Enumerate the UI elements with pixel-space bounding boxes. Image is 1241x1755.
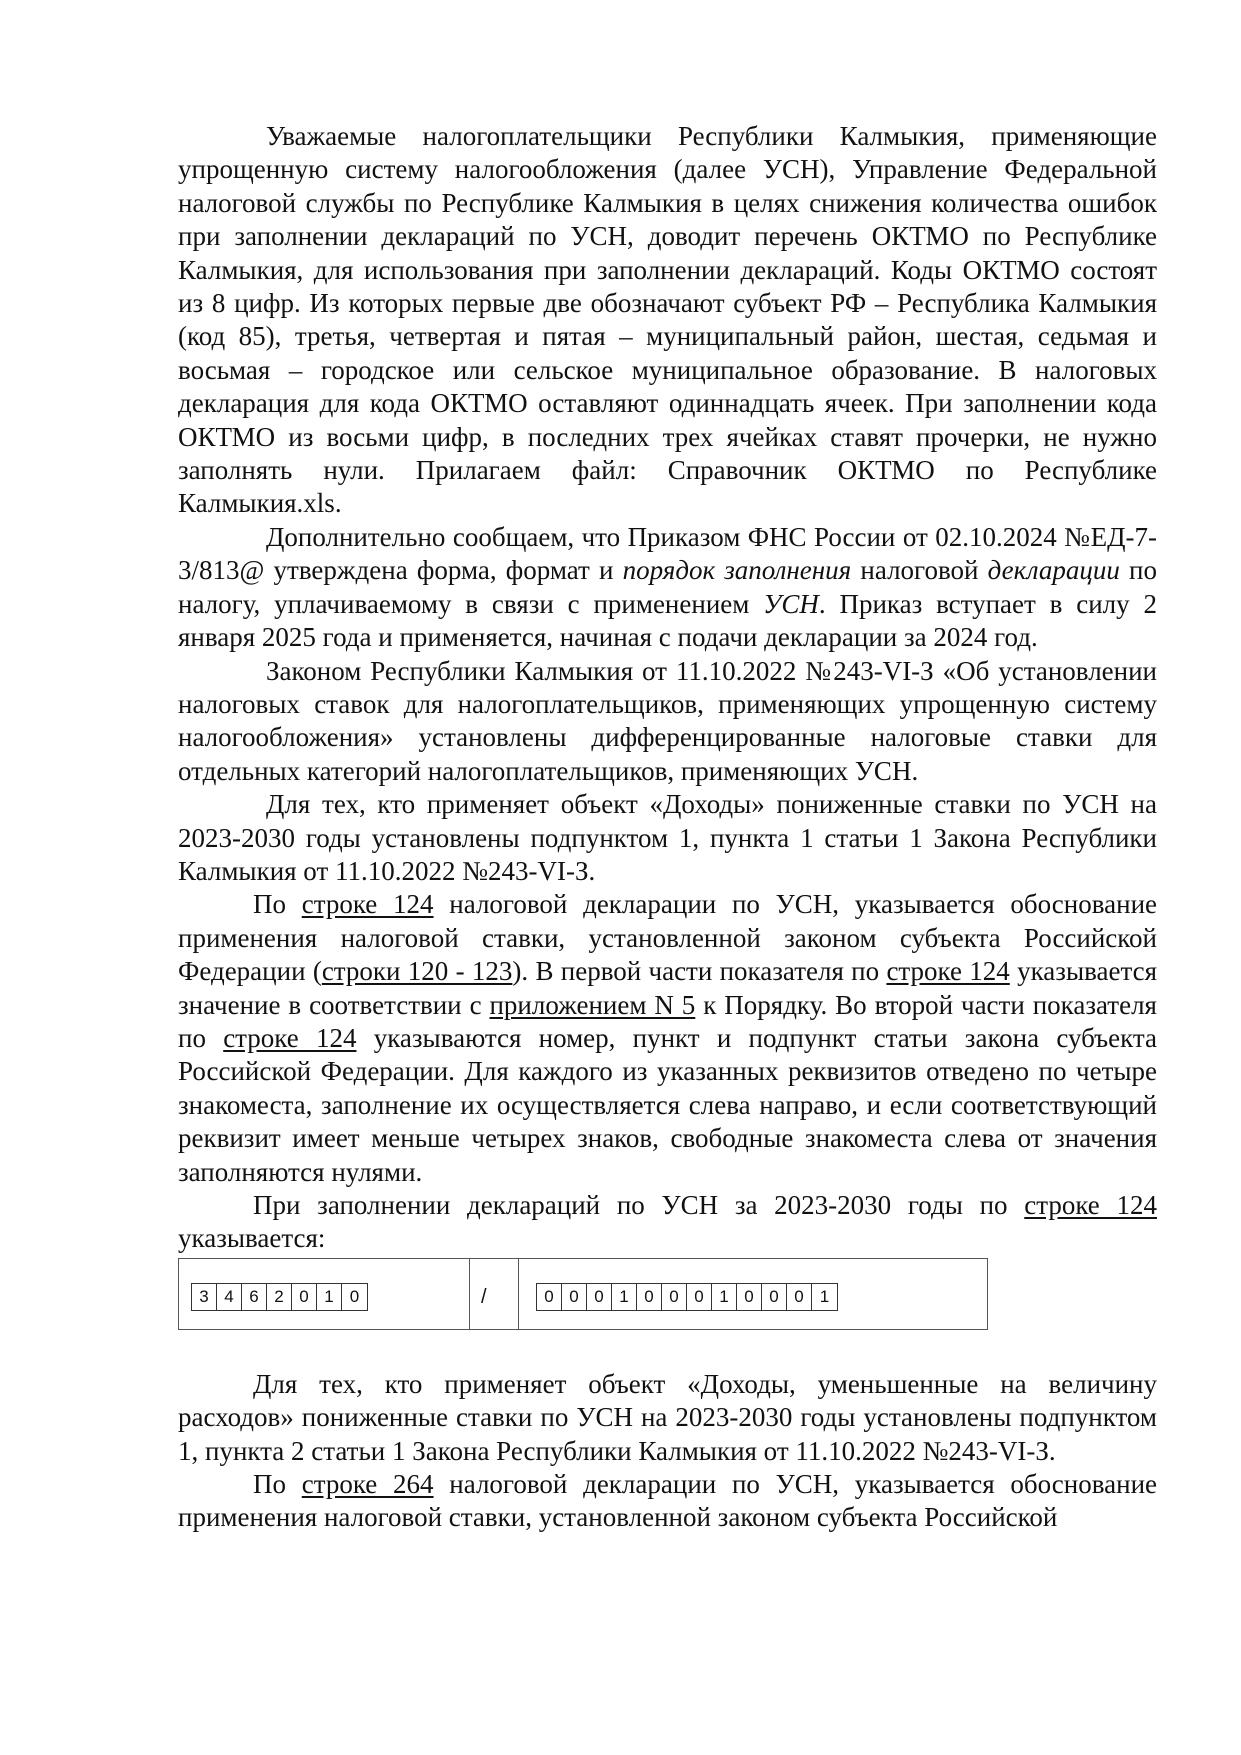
spacer [178,1330,1157,1368]
text: указывается значение в соответствии с [178,956,1157,1020]
code-cell: 0 [662,1284,687,1310]
code-cell: 0 [637,1284,662,1310]
text: При заполнении деклараций по УСН за 2023-2030 годы по [253,1190,1025,1220]
code-part-2 [536,1283,838,1311]
code-cell: 0 [687,1284,712,1310]
code-cell: 1 [712,1284,737,1310]
code-cell: 1 [317,1284,342,1310]
link-lines-120-123[interactable]: строки 120 - 123 [321,956,513,987]
paragraph-income-expenses: Для тех, кто применяет объект «Доходы, уменьшенные на величину расходов» пониженные ставки по УСН на 2023-2030 годы установлены подпунктом 1, пункта 2 статьи 1 Закона Республики Калмыкия от 11.10.2022 №243-VI-З. [178,1368,1157,1466]
italic-text: декларации [987,555,1120,586]
text: указываются номер, пункт и подпункт статьи закона субъекта Российской Федерации. Для каждого из указанных реквизитов отведено по четыре знакоместа, заполнение их осуществляется слева направо, и если соответствующий реквизит имеет меньше четырех знаков, свободные знакоместа слева от значения заполняются нулями. [178,1022,1158,1187]
paragraph-income: Для тех, кто применяет объект «Доходы» пониженные ставки по УСН на 2023-2030 годы установлены подпунктом 1, пункта 1 статьи 1 Закона Республики Калмыкия от 11.10.2022 №243-VI-З. [178,789,1157,886]
code-cell: 6 [242,1284,267,1310]
paragraph-filling [178,1189,1157,1256]
code-cell: 1 [819,1286,830,1306]
paragraph-oktmo: Уважаемые налогоплательщики Республики Калмыкия, применяющие упрощенную систему налогообложения (далее УСН), Управление Федеральной налоговой службы по Республике Калмыкия в целях снижения количества ошибок при заполнении деклараций по УСН, доводит перечень ОКТМО по Республике Калмыкия, для использования при заполнении деклараций. Коды ОКТМО состоят из 8 цифр. Из которых первые две обозначают субъект РФ – Республика Калмыкия (код 85), третья, четвертая и пятая – муниципальный район, шестая, седьмая и восьмая – городское или сельское муниципальное образование. В налоговых декларация для кода ОКТМО оставляют одиннадцать ячеек. При заполнении кода ОКТМО из восьми цифр, в последних трех ячейках ставят прочерки, не нужно заполнять нули. Прилагаем файл: Справочник ОКТМО по Республике Калмыкия.xls. [178,121,1157,519]
code-cell: 0 [737,1284,762,1310]
code-cell: 0 [292,1284,317,1310]
text: налоговой [851,555,988,586]
divider [518,1259,519,1329]
code-cell: 0 [587,1284,612,1310]
document-page [178,120,1157,1535]
code-table [178,1258,988,1330]
text: Дополнительно сообщаем, что Приказом ФНС России от 02.10.2024 №ЕД-7-3/813@ утверждена форма, формат и [178,521,1157,586]
link-line-264[interactable]: строке 264 [301,1469,434,1500]
text: налоговой декларации по УСН, указывается обоснование применения налоговой ставки, установленной законом субъекта Российской Федерации ( [178,889,1158,987]
link-line-124[interactable]: строке 124 [301,889,434,920]
link-line-124[interactable]: строке 124 [886,956,1010,987]
code-cell: 3 [192,1284,217,1310]
italic-text: порядок заполнения [622,555,852,586]
text: к Порядку. Во второй части показателя по [178,989,1157,1053]
text: ). В первой части показателя по [512,956,887,987]
text: налоговой декларации по УСН, указывается обоснование применения налоговой ставки, установленной законом субъекта Российской [178,1469,1158,1533]
link-line-124[interactable]: строке 124 [223,1022,357,1053]
code-cell: 0 [787,1284,812,1310]
link-line-124[interactable]: строке 124 [1024,1190,1157,1220]
divider [469,1259,470,1329]
paragraph-line-264 [178,1468,1157,1535]
code-part-1 [191,1283,368,1311]
paragraph-line-124 [178,888,1157,1189]
code-cell: 0 [762,1284,787,1310]
text: . Приказ вступает в силу 2 января 2025 года и применяется, начиная с подачи декларации за 2024 год. [178,588,1157,653]
paragraph-law: Законом Республики Калмыкия от 11.10.2022 №243-VI-З «Об установлении налоговых ставок для налогоплательщиков, применяющих упрощенную систему налогообложения» установлены дифференцированные налоговые ставки для отдельных категорий налогоплательщиков, применяющих УСН. [178,655,1157,786]
code-cell: 0 [562,1284,587,1310]
code-cell: 0 [537,1284,562,1310]
link-appendix-5[interactable]: приложением N 5 [489,989,696,1020]
code-cell: 0 [349,1286,360,1306]
text: По [253,1469,302,1500]
code-slash: / [481,1285,487,1308]
italic-text: УСН [763,588,819,619]
code-cell: 4 [217,1284,242,1310]
text: По [253,889,302,920]
code-cell: 2 [267,1284,292,1310]
paragraph-order [178,521,1157,655]
text: указывается: [178,1223,326,1254]
text: по налогу, уплачиваемому в связи с применением [178,555,1157,619]
code-cell: 1 [612,1284,637,1310]
